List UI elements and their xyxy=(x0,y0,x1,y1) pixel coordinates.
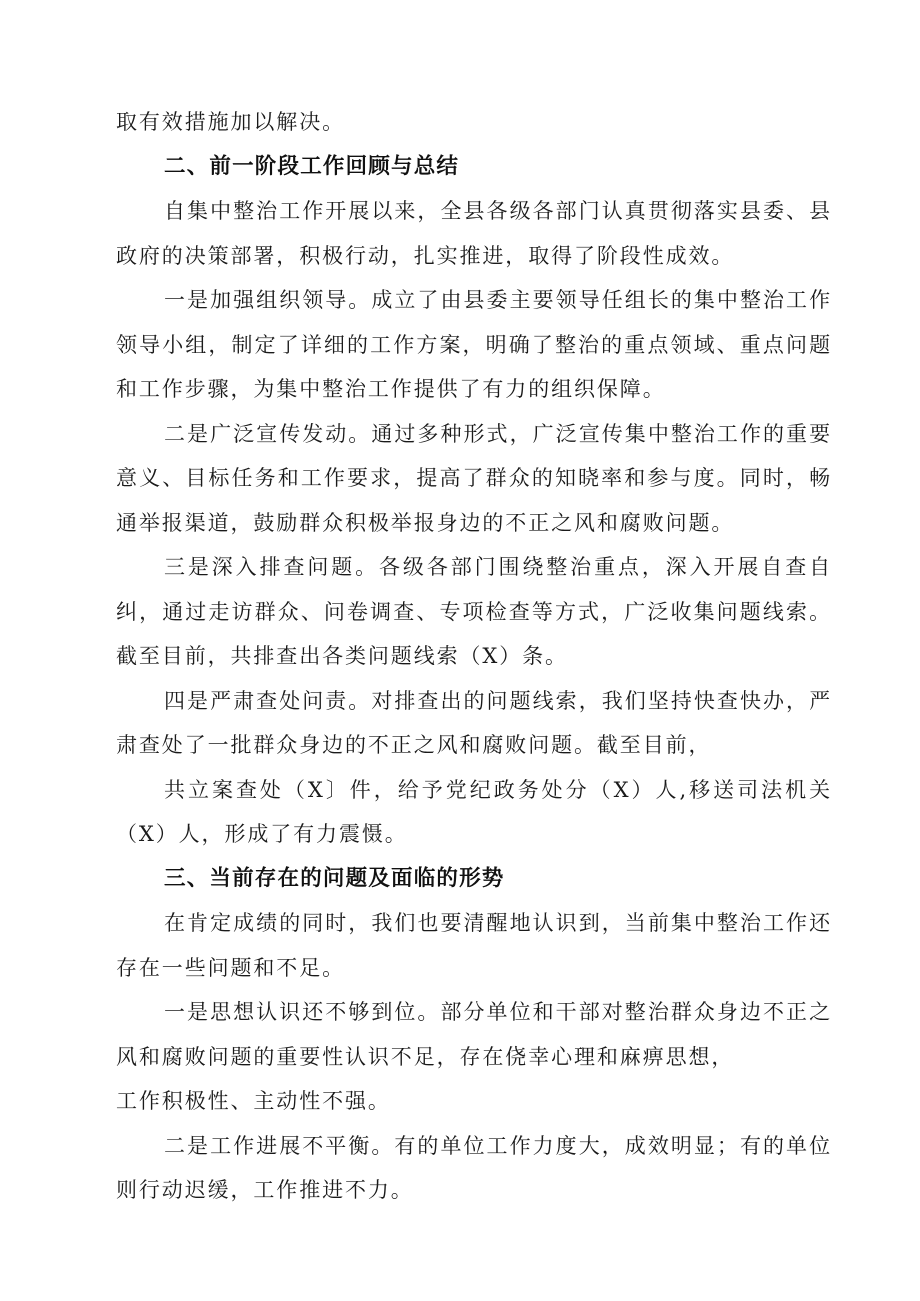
paragraph-problems-intro: 在肯定成绩的同时，我们也要清醒地认识到，当前集中整治工作还存在一些问题和不足。 xyxy=(116,911,832,980)
section-heading-2: 二、前一阶段工作回顾与总结 xyxy=(164,153,460,179)
paragraph-imbalance: 二是工作进展不平衡。有的单位工作力度大，成效明显；有的单位则行动迟缓，工作推进不力。 xyxy=(116,1133,832,1202)
paragraph-continuation: 取有效措施加以解决。 xyxy=(116,110,345,134)
section-heading-3: 三、当前存在的问题及面临的形势 xyxy=(164,865,505,891)
paragraph-organization: 一是加强组织领导。成立了由县委主要领导任组长的集中整治工作领导小组，制定了详细的工作方案，明确了整治的重点领域、重点问题和工作步骤，为集中整治工作提供了有力的组织保障。 xyxy=(116,288,832,401)
paragraph-accountability: 四是严肃查处问责。对排查出的问题线索，我们坚持快查快办，严肃查处了一批群众身边的不正之风和腐败问题。截至目前， xyxy=(116,688,832,757)
document-body xyxy=(116,100,832,1213)
paragraph-investigation: 三是深入排查问题。各级各部门围绕整治重点，深入开展自查自纠，通过走访群众、问卷调查、专项检查等方式，广泛收集问题线索。截至目前，共排查出各类问题线索（X）条。 xyxy=(116,555,832,668)
paragraph-awareness: 一是思想认识还不够到位。部分单位和干部对整治群众身边不正之风和腐败问题的重要性认识不足，存在侥幸心理和麻痹思想， xyxy=(116,1000,832,1069)
paragraph-case-statistics: 共立案查处（X〕件，给予党纪政务处分（X）人,移送司法机关（X）人，形成了有力震慑。 xyxy=(116,777,832,846)
paragraph-publicity: 二是广泛宣传发动。通过多种形式，广泛宣传集中整治工作的重要意义、目标任务和工作要求，提高了群众的知晓率和参与度。同时，畅通举报渠道，鼓励群众积极举报身边的不正之风和腐败问题。 xyxy=(116,421,832,535)
paragraph-awareness-continued: 工作积极性、主动性不强。 xyxy=(116,1089,391,1113)
paragraph-overview: 自集中整治工作开展以来，全县各级各部门认真贯彻落实县委、县政府的决策部署，积极行动，扎实推进，取得了阶段性成效。 xyxy=(116,199,832,268)
